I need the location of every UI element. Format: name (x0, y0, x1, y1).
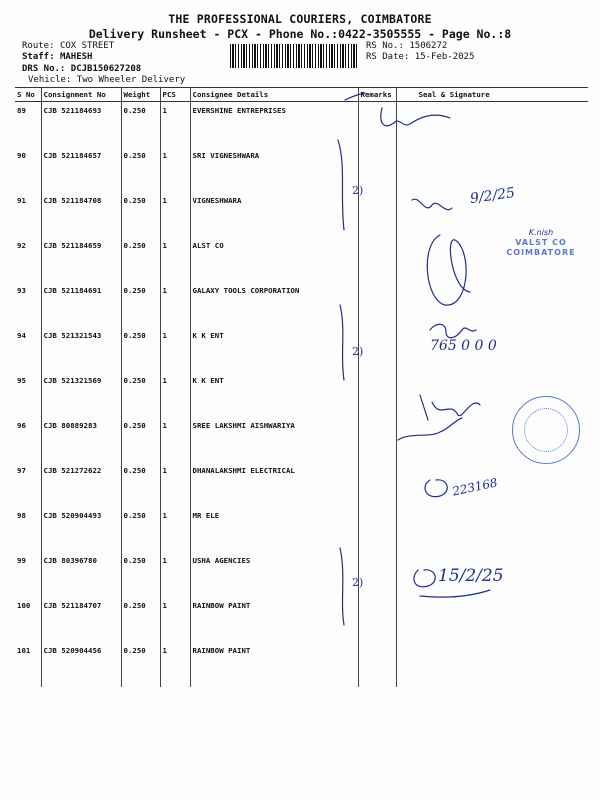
row-pcs: 1 (160, 372, 190, 417)
row-sno: 97 (17, 466, 26, 475)
rs-no-value: 1506272 (409, 41, 448, 51)
signature-96 (420, 395, 480, 420)
remark-95: 2) (352, 345, 364, 358)
row-consignment: CJB 521184657 (41, 147, 121, 192)
row-consignment: CJB 80889283 (41, 417, 121, 462)
row-pcs: 1 (160, 327, 190, 372)
signature-92-loop (427, 235, 470, 305)
col-pcs: PCS (160, 88, 190, 102)
row-consignee: GALAXY TOOLS CORPORATION (190, 282, 358, 327)
row-pcs: 1 (160, 192, 190, 237)
row-sno: 99 (17, 556, 26, 565)
remark-bracket-3 (340, 548, 344, 625)
signature-97 (398, 418, 462, 440)
stamp-92-line1: K.nish (528, 228, 554, 237)
row-consignment: CJB 80396780 (41, 552, 121, 597)
row-weight: 0.250 (121, 282, 160, 327)
row-consignee: RAINBOW PAINT (190, 597, 358, 642)
row-sno: 89 (17, 106, 26, 115)
row-weight: 0.250 (121, 642, 160, 687)
row-consignment: CJB 521184693 (41, 102, 121, 148)
row-sno: 96 (17, 421, 26, 430)
row-sno: 94 (17, 331, 26, 340)
signature-98-loop (425, 480, 447, 497)
remark-bracket-1 (338, 140, 344, 230)
signature-89 (381, 108, 450, 126)
row-consignee: ALST CO (190, 237, 358, 282)
row-consignee: K K ENT (190, 372, 358, 417)
row-pcs: 1 (160, 282, 190, 327)
remark-tick-top (345, 93, 365, 100)
row-pcs: 1 (160, 462, 190, 507)
row-pcs: 1 (160, 147, 190, 192)
row-consignment: CJB 521184659 (41, 237, 121, 282)
rs-date-value: 15-Feb-2025 (414, 52, 475, 62)
rs-no-label: RS No.: (366, 41, 404, 51)
row-consignment: CJB 520904456 (41, 642, 121, 687)
row-sno: 91 (17, 196, 26, 205)
row-sno: 95 (17, 376, 26, 385)
row-consignment: CJB 521184691 (41, 282, 121, 327)
signature-94 (430, 324, 476, 338)
row-sno: 93 (17, 286, 26, 295)
row-consignee: SRI VIGNESHWARA (190, 147, 358, 192)
remark-101: 2) (352, 576, 364, 589)
row-consignee: SREE LAKSHMI AISHWARIYA (190, 417, 358, 462)
company-title: THE PROFESSIONAL COURIERS, COIMBATORE (168, 12, 432, 26)
row-consignee: EVERSHINE ENTREPRISES (190, 102, 358, 148)
row-consignment: CJB 521184707 (41, 597, 121, 642)
runsheet-subtitle: Delivery Runsheet - PCX - Phone No.:0422-3505555 - Page No.:8 (88, 27, 512, 41)
signature-101-loop (414, 570, 435, 587)
round-seal-inner (524, 408, 568, 452)
row-pcs: 1 (160, 102, 190, 148)
signature-101-underline (420, 590, 490, 597)
row-weight: 0.250 (121, 597, 160, 642)
row-consignment: CJB 521272622 (41, 462, 121, 507)
row-consignment: CJB 520904493 (41, 507, 121, 552)
row-consignment: CJB 521321543 (41, 327, 121, 372)
row-sno: 92 (17, 241, 26, 250)
row-weight: 0.250 (121, 102, 160, 148)
col-remarks: Remarks (358, 88, 396, 102)
row-sno: 90 (17, 151, 26, 160)
col-sno: S No (15, 88, 41, 102)
vehicle-label: Vehicle: (28, 75, 72, 85)
row-consignee: RAINBOW PAINT (190, 642, 358, 687)
signature-91-scribble (412, 199, 452, 210)
row-consignee: K K ENT (190, 327, 358, 372)
row-weight: 0.250 (121, 462, 160, 507)
staff-value: MAHESH (59, 52, 93, 62)
row-consignee: MR ELE (190, 507, 358, 552)
row-weight: 0.250 (121, 552, 160, 597)
col-consignment: Consignment No (41, 88, 121, 102)
vehicle-value: Two Wheeler Delivery (76, 75, 186, 85)
row-pcs: 1 (160, 642, 190, 687)
drs-value: DCJB150627208 (70, 64, 142, 74)
signature-94-number: 765 0 0 0 (430, 338, 497, 354)
row-sno: 98 (17, 511, 26, 520)
route-value: COX STREET (59, 41, 115, 51)
row-consignment: CJB 521184708 (41, 192, 121, 237)
row-weight: 0.250 (121, 237, 160, 282)
route-label: Route: (22, 41, 55, 51)
row-weight: 0.250 (121, 372, 160, 417)
row-consignee: DHANALAKSHMI ELECTRICAL (190, 462, 358, 507)
row-weight: 0.250 (121, 507, 160, 552)
col-consignee: Consignee Details (190, 88, 358, 102)
row-pcs: 1 (160, 552, 190, 597)
signature-98-number: 223168 (451, 475, 499, 499)
stamp-92-line2: VALST CO (515, 238, 567, 247)
row-weight: 0.250 (121, 417, 160, 462)
row-pcs: 1 (160, 417, 190, 462)
row-pcs: 1 (160, 597, 190, 642)
row-pcs: 1 (160, 237, 190, 282)
row-weight: 0.250 (121, 192, 160, 237)
signature-91-date: 9/2/25 (469, 184, 516, 208)
col-weight: Weight (121, 88, 160, 102)
drs-label: DRS No.: (22, 64, 66, 74)
col-signature: Seal & Signature (396, 88, 588, 102)
signature-101-date: 15/2/25 (438, 566, 504, 586)
row-weight: 0.250 (121, 147, 160, 192)
row-consignment: CJB 521321569 (41, 372, 121, 417)
row-consignee: VIGNESHWARA (190, 192, 358, 237)
remark-bracket-2 (340, 305, 344, 380)
staff-label: Staff: (22, 52, 55, 62)
remark-91: 2) (352, 184, 364, 197)
stamp-92-line3: COIMBATORE (506, 248, 576, 257)
row-weight: 0.250 (121, 327, 160, 372)
row-pcs: 1 (160, 507, 190, 552)
row-sno: 100 (17, 601, 31, 610)
row-consignee: USHA AGENCIES (190, 552, 358, 597)
rs-date-label: RS Date: (366, 52, 410, 62)
row-sno: 101 (17, 646, 31, 655)
